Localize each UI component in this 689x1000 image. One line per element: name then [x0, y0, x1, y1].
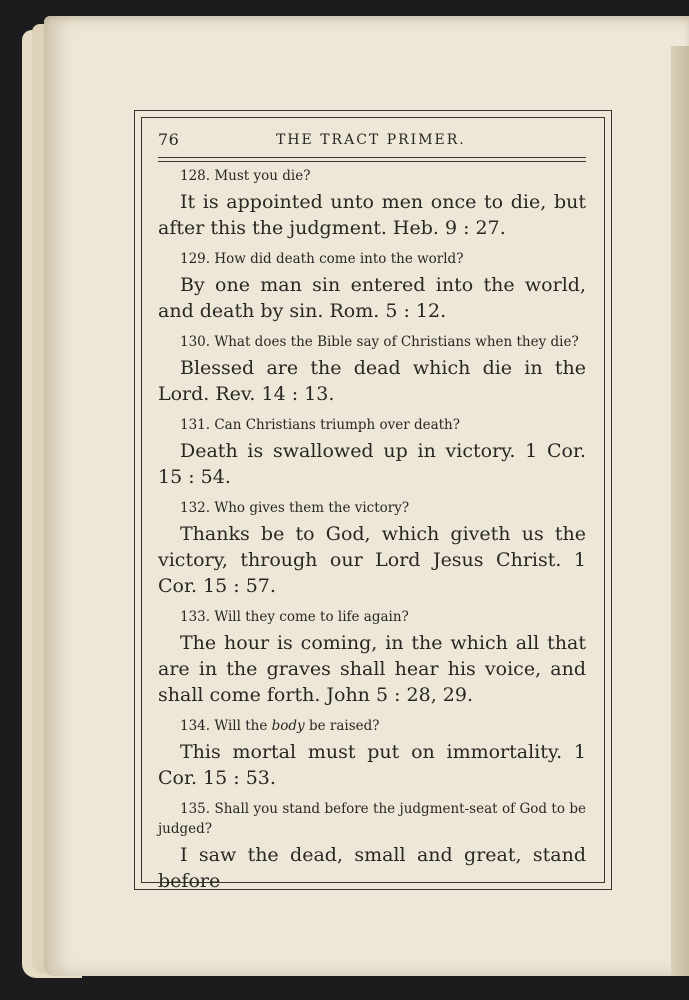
- page-number: 76: [158, 130, 180, 149]
- answer-133: The hour is coming, in the which all that are in the graves shall hear his voice, and shall come forth. John 5 : 28, 29.: [158, 632, 586, 706]
- answer-130: Blessed are the dead which die in the Lord. Rev. 14 : 13.: [158, 357, 586, 405]
- question-133: 133. Will they come to life again?: [180, 609, 409, 625]
- answer-134: This mortal must put on immortality. 1 Cor. 15 : 53.: [158, 741, 586, 789]
- question-135: 135. Shall you stand before the judgment-seat of God to be judged?: [158, 801, 586, 837]
- question-131: 131. Can Christians triumph over death?: [180, 417, 460, 433]
- answer-129: By one man sin entered into the world, and death by sin. Rom. 5 : 12.: [158, 274, 586, 322]
- question-130: 130. What does the Bible say of Christians when they die?: [180, 334, 579, 350]
- question-129: 129. How did death come into the world?: [180, 251, 464, 267]
- question-134: [158, 716, 586, 736]
- next-page-edge: [671, 46, 689, 976]
- page-content: [158, 166, 586, 894]
- header-rule: [158, 157, 586, 158]
- question-128: 128. Must you die?: [180, 168, 311, 184]
- running-title: THE TRACT PRIMER.: [276, 132, 466, 148]
- page-header: [158, 130, 586, 154]
- question-132: 132. Who gives them the victory?: [180, 500, 410, 516]
- header-rule-double: [158, 161, 586, 162]
- answer-132: Thanks be to God, which giveth us the victory, through our Lord Jesus Christ. 1 Cor. 15 : 57.: [158, 523, 586, 597]
- answer-135: I saw the dead, small and great, stand before: [158, 844, 586, 892]
- question-134-emphasis: body: [271, 718, 305, 734]
- answer-128: It is appointed unto men once to die, but after this the judgment. Heb. 9 : 27.: [158, 191, 586, 239]
- question-134-prefix: 134. Will the: [180, 718, 272, 734]
- answer-131: Death is swallowed up in victory. 1 Cor. 15 : 54.: [158, 440, 586, 488]
- question-134-suffix: be raised?: [304, 718, 380, 734]
